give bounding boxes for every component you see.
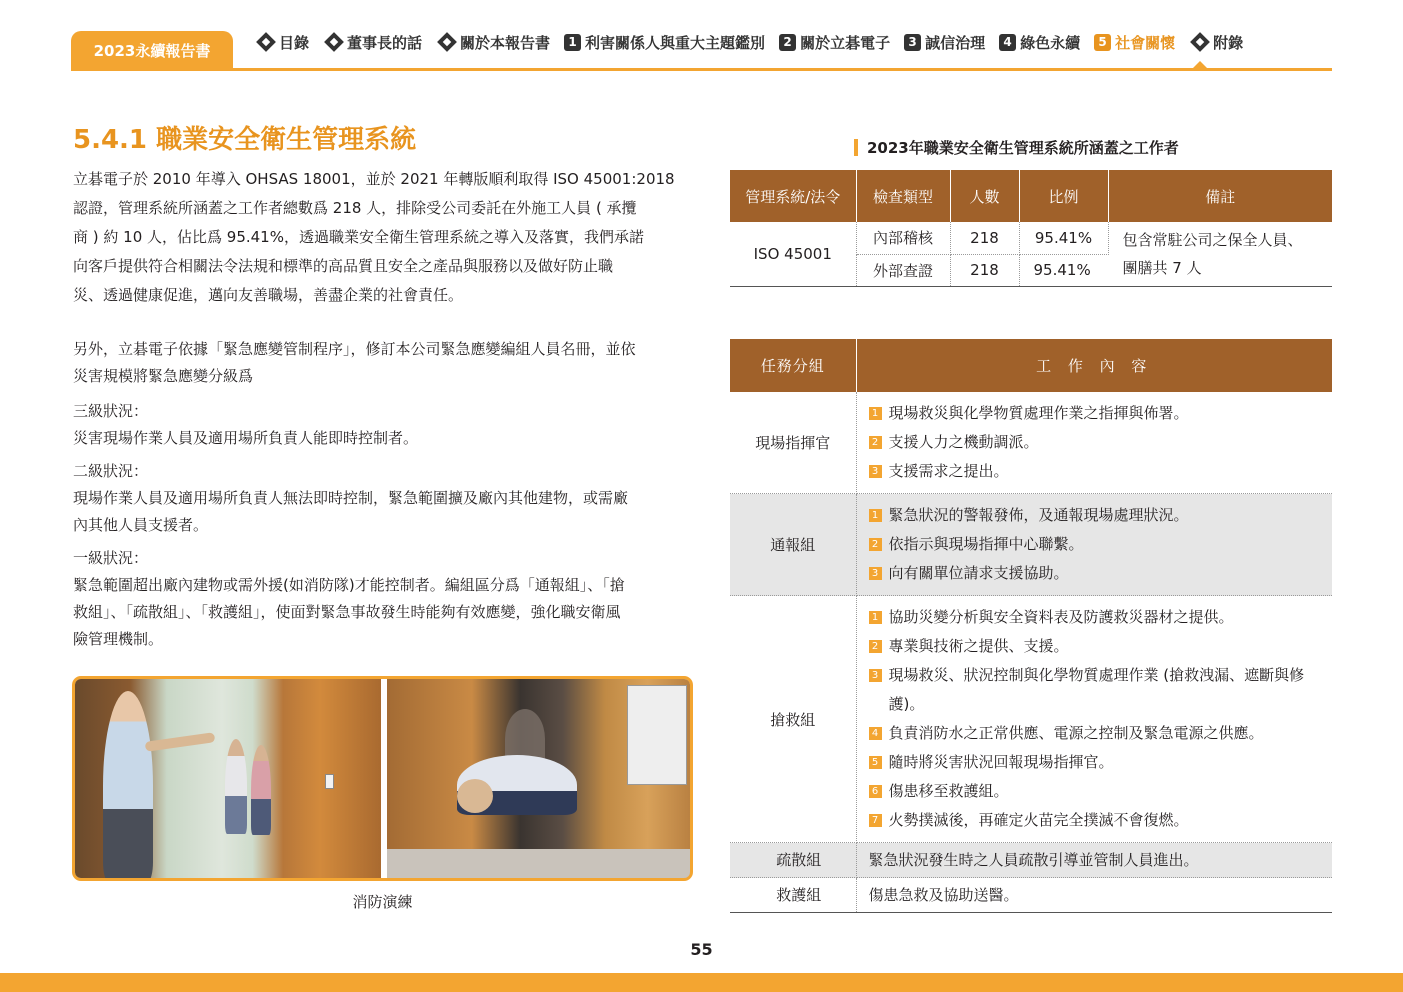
task-number-badge: 2 <box>869 436 882 449</box>
section-title: 5.4.1 職業安全衛生管理系統 <box>73 125 417 155</box>
task-number-badge: 5 <box>869 756 882 769</box>
column-header: 檢查類型 <box>856 170 950 222</box>
nav-item-governance[interactable] <box>904 32 985 53</box>
level2-block <box>73 458 689 539</box>
level-title: 三級狀況： <box>73 402 149 420</box>
task-list-cell <box>856 596 1332 843</box>
column-header: 備註 <box>1108 170 1332 222</box>
footer-bar <box>0 973 1403 992</box>
chapter-number-badge: 1 <box>564 34 581 51</box>
table-header-row <box>730 170 1332 222</box>
text-line: 另外，立碁電子依據「緊急應變管制程序」，修訂本公司緊急應變編組人員名冊，並依 <box>73 340 636 358</box>
nav-label: 目錄 <box>279 33 310 52</box>
task-item <box>869 632 1333 661</box>
chapter-number-badge: 4 <box>999 34 1016 51</box>
ratio-cell: 95.41% <box>1019 254 1108 286</box>
nav-label: 董事長的話 <box>347 33 423 52</box>
diamond-icon <box>1190 32 1210 52</box>
task-number-badge: 1 <box>869 509 882 522</box>
text-line: 向客戶提供符合相關法令法規和標準的高品質且安全之產品與服務以及做好防止職 <box>73 257 614 275</box>
nav-item-about-company[interactable] <box>779 32 890 53</box>
task-item <box>869 428 1333 457</box>
column-header: 管理系統/法令 <box>730 170 856 222</box>
table1-title <box>854 137 1179 158</box>
chapter-number-badge: 2 <box>779 34 796 51</box>
emergency-task-table <box>730 339 1332 913</box>
table-header-row <box>730 339 1332 392</box>
text-line: 商 ) 約 10 人，佔比爲 95.41%，透過職業安全衛生管理系統之導入及落實，我們承諾 <box>73 228 644 246</box>
chapter-number-badge: 5 <box>1094 34 1111 51</box>
system-cell: ISO 45001 <box>730 222 856 286</box>
nav-label: 附錄 <box>1213 33 1244 52</box>
note-cell <box>1108 222 1332 286</box>
nav-label: 利害關係人與重大主題鑑別 <box>585 33 766 52</box>
task-text: 協助災變分析與安全資料表及防護救災器材之提供。 <box>888 608 1234 626</box>
nav-item-appendix[interactable] <box>1189 32 1243 53</box>
table-row <box>730 596 1332 843</box>
coverage-table <box>730 170 1332 287</box>
top-navigation <box>255 29 1257 55</box>
nav-item-green[interactable] <box>999 32 1080 53</box>
task-text: 隨時將災害狀況回報現場指揮官。 <box>888 753 1114 771</box>
fire-drill-photo-1 <box>75 679 381 878</box>
text-line: 險管理機制。 <box>73 630 164 648</box>
nav-label: 誠信治理 <box>925 33 986 52</box>
task-number-badge: 2 <box>869 538 882 551</box>
text-line: 緊急範圍超出廠內建物或需外援(如消防隊)才能控制者。編組區分爲「通報組」、「搶 <box>73 576 625 594</box>
diamond-icon <box>256 32 276 52</box>
task-text: 依指示與現場指揮中心聯繫。 <box>888 535 1084 553</box>
task-item <box>869 501 1333 530</box>
text-line: 災、透過健康促進，邁向友善職場，善盡企業的社會責任。 <box>73 286 464 304</box>
task-number-badge: 6 <box>869 785 882 798</box>
group-name-cell: 疏散組 <box>730 843 856 878</box>
level-title: 一級狀況： <box>73 549 149 567</box>
task-item <box>869 806 1333 835</box>
text-line: 認證，管理系統所涵蓋之工作者總數爲 218 人，排除受公司委託在外施工人員 ( 承攬 <box>73 199 637 217</box>
task-text: 負責消防水之正常供應、電源之控制及緊急電源之供應。 <box>888 724 1264 742</box>
task-number-badge: 1 <box>869 407 882 420</box>
count-cell: 218 <box>950 254 1019 286</box>
task-text: 緊急狀況的警報發佈，及通報現場處理狀況。 <box>888 506 1189 524</box>
group-name-cell: 通報組 <box>730 494 856 596</box>
task-item <box>869 399 1333 428</box>
count-cell: 218 <box>950 222 1019 254</box>
nav-label: 綠色永續 <box>1020 33 1081 52</box>
task-item <box>869 559 1333 588</box>
task-text: 傷患急救及協助送醫。 <box>856 878 1332 913</box>
text-line: 內其他人員支援者。 <box>73 516 209 534</box>
check-type-cell: 外部查證 <box>856 254 950 286</box>
text-line: 救組」、「疏散組」、「救護組」，使面對緊急事故發生時能夠有效應變，強化職安衛風 <box>73 603 621 621</box>
table-row <box>730 222 1332 254</box>
task-number-badge: 3 <box>869 669 882 682</box>
task-text: 支援需求之提出。 <box>888 462 1009 480</box>
task-item <box>869 719 1333 748</box>
task-item <box>869 530 1333 559</box>
column-header: 人數 <box>950 170 1019 222</box>
check-type-cell: 內部稽核 <box>856 222 950 254</box>
table-row <box>730 843 1332 878</box>
report-title-tab[interactable]: 2023永續報告書 <box>71 31 233 69</box>
task-text: 支援人力之機動調派。 <box>888 433 1039 451</box>
text-line: 災害規模將緊急應變分級爲 <box>73 367 254 385</box>
task-text: 傷患移至救護組。 <box>888 782 1009 800</box>
column-header: 比例 <box>1019 170 1108 222</box>
task-text: 緊急狀況發生時之人員疏散引導並管制人員進出。 <box>856 843 1332 878</box>
task-number-badge: 2 <box>869 640 882 653</box>
active-nav-caret-icon <box>1192 61 1208 69</box>
intro-paragraph <box>73 165 689 310</box>
emergency-paragraph <box>73 336 689 390</box>
diamond-icon <box>324 32 344 52</box>
column-header: 工 作 內 容 <box>856 339 1332 392</box>
ratio-cell: 95.41% <box>1019 222 1108 254</box>
task-number-badge: 4 <box>869 727 882 740</box>
nav-item-social[interactable] <box>1094 32 1175 53</box>
task-text: 現場救災、狀況控制與化學物質處理作業 (搶救洩漏、遮斷與修護)。 <box>888 666 1305 713</box>
table-row <box>730 392 1332 494</box>
level-title: 二級狀況： <box>73 462 149 480</box>
task-text: 現場救災與化學物質處理作業之指揮與佈署。 <box>888 404 1189 422</box>
title-accent-bar <box>854 139 858 156</box>
task-number-badge: 3 <box>869 567 882 580</box>
table-row <box>730 494 1332 596</box>
nav-item-chairman-message[interactable] <box>323 32 422 53</box>
level1-block <box>73 545 689 653</box>
table-row <box>730 878 1332 913</box>
text-line: 現場作業人員及適用場所負責人無法即時控制，緊急範圍擴及廠內其他建物，或需廠 <box>73 489 629 507</box>
group-name-cell: 搶救組 <box>730 596 856 843</box>
text-line: 災害現場作業人員及適用場所負責人能即時控制者。 <box>73 429 419 447</box>
nav-label: 關於立碁電子 <box>800 33 891 52</box>
nav-label: 關於本報告書 <box>460 33 551 52</box>
nav-item-about-report[interactable] <box>436 32 550 53</box>
group-name-cell: 救護組 <box>730 878 856 913</box>
task-text: 火勢撲滅後，再確定火苗完全撲滅不會復燃。 <box>888 811 1189 829</box>
task-number-badge: 7 <box>869 814 882 827</box>
page-number: 55 <box>690 940 713 959</box>
task-list-cell <box>856 494 1332 596</box>
nav-item-contents[interactable] <box>255 32 309 53</box>
fire-drill-photo-2 <box>387 679 691 878</box>
note-line: 團膳共 7 人 <box>1122 258 1202 277</box>
task-number-badge: 1 <box>869 611 882 624</box>
task-list-cell <box>856 392 1332 494</box>
table1-title-text: 2023年職業安全衛生管理系統所涵蓋之工作者 <box>867 139 1179 157</box>
photo-caption: 消防演練 <box>352 893 413 911</box>
level3-block <box>73 398 689 452</box>
nav-label: 社會關懷 <box>1115 33 1176 52</box>
text-line: 立碁電子於 2010 年導入 OHSAS 18001，並於 2021 年轉版順利取得 ISO 45001:2018 <box>73 170 675 188</box>
task-item <box>869 748 1333 777</box>
task-text: 向有關單位請求支援協助。 <box>888 564 1069 582</box>
nav-item-stakeholders[interactable] <box>564 32 765 53</box>
task-number-badge: 3 <box>869 465 882 478</box>
task-item <box>869 777 1333 806</box>
diamond-icon <box>437 32 457 52</box>
task-item <box>869 661 1333 719</box>
task-item <box>869 603 1333 632</box>
column-header: 任務分組 <box>730 339 856 392</box>
chapter-number-badge: 3 <box>904 34 921 51</box>
note-line: 包含常駐公司之保全人員、 <box>1122 230 1303 249</box>
header-divider <box>71 68 1332 71</box>
fire-drill-photos <box>72 676 693 881</box>
task-text: 專業與技術之提供、支援。 <box>888 637 1069 655</box>
group-name-cell: 現場指揮官 <box>730 392 856 494</box>
task-item <box>869 457 1333 486</box>
